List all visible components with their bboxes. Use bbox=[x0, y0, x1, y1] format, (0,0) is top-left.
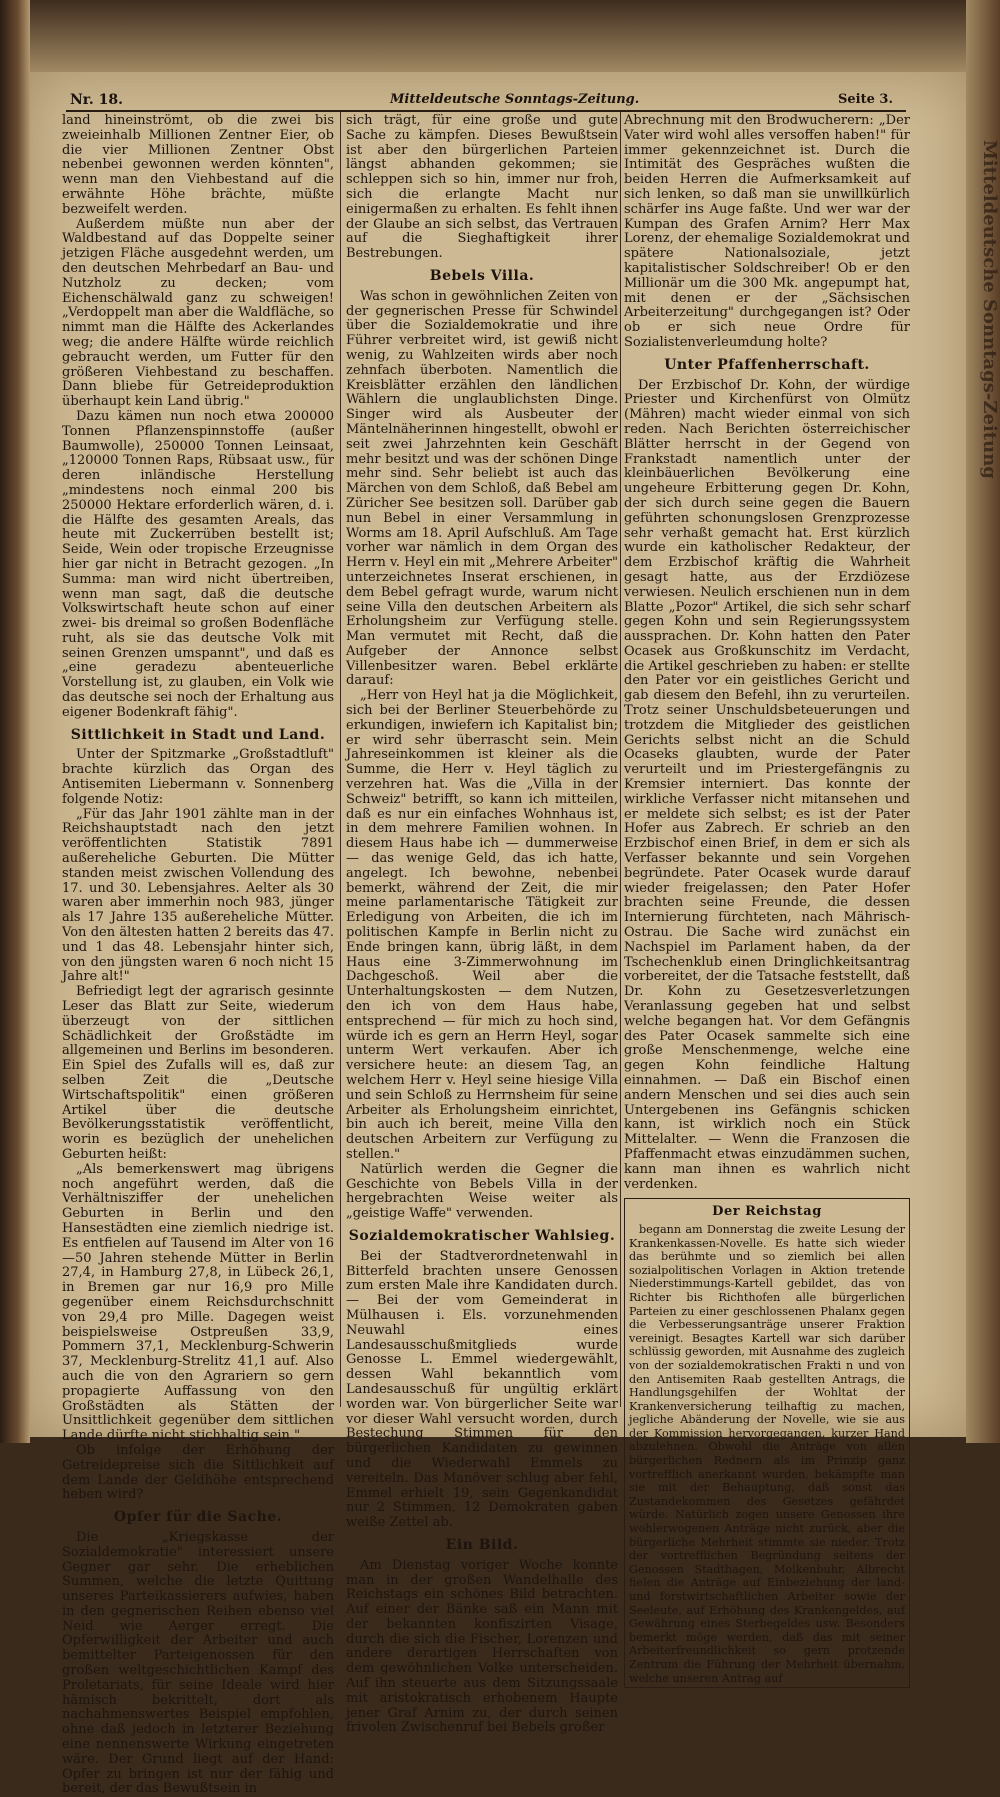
paragraph: Ob infolge der Erhöhung der Getreidepreise sich die Sittlichkeit auf dem Lande der Geldhöhe entsprechend heben wird? bbox=[62, 1442, 334, 1503]
newspaper-title: Mitteldeutsche Sonntags-Zeitung. bbox=[390, 92, 640, 107]
paragraph: sich trägt, für eine große und gute Sache zu kämpfen. Dieses Bewußtsein ist aber den bürgerlichen Parteien längst abhanden gekommen; sie schleppen sich so hin, immer nur froh, sich die erlangte Macht nur einigermaßen zu erhalten. Es fehlt ihnen der Glaube an sich selbst, das Vertrauen auf die Sieghaftigkeit ihrer Bestrebungen. bbox=[346, 113, 618, 262]
paragraph: Außerdem müßte nun aber der Waldbestand auf das Doppelte seiner jetzigen Fläche ausgedehnt werden, um den deutschen Mehrbedarf an Bau- und Nutzholz zu decken; vom Eichenschälwald ganz zu schweigen! „Verdoppelt man aber die Waldfläche, so nimmt man die Hälfte des Ackerlandes weg; die andere Hälfte würde reichlich gebraucht werden, um Futter für den größeren Viehbestand zu beschaffen. Dann bliebe für Getreideproduktion überhaupt kein Land übrig." bbox=[62, 216, 334, 410]
paragraph: Abrechnung mit den Brodwucherern: „Der Vater wird wohl alles versoffen haben!" für immer gekennzeichnet ist. Durch die Intimität des Gespräches wußten die beiden Herren die Aufmerksamkeit auf sich lenken, so daß man sie unwillkürlich schärfer ins Auge faßte. Und wer war der Kumpan des Grafen Arnim? Herr Max Lorenz, der ehemalige Sozialdemokrat und spätere Nationalsoziale, jetzt kapitalistischer Soldschreiber! Ob er den Millionär um die 300 Mk. angepumpt hat, mit denen er der „Sächsischen Arbeiterzeitung" durchgegangen ist? Oder ob er sich neue Ordre für Sozialistenverleumdung holte? bbox=[624, 113, 910, 350]
section-heading: Bebels Villa. bbox=[429, 267, 535, 284]
reichstag-box bbox=[624, 1198, 910, 1688]
book-binding bbox=[0, 0, 30, 1443]
box-paragraph: begann am Donnerstag die zweite Lesung der Krankenkassen-Novelle. Es hatte sich wieder das berühmte und so ziemlich bei allen sozialpolitischen Vorlagen in Aktion tretende Niederstimmungs-Kartell gebildet, das von Richter bis Richthofen alle bürgerlichen Parteien zu einer geschlossenen Phalanx gegen die Verbesserungsanträge unserer Fraktion vereinigt. Besagtes Kartell war sich darüber schlüssig geworden, mit Ausnahme des zugleich von der sozialdemokratischen Frakti n und von den Antisemiten Raab gestellten Antrags, die Handlungsgehilfen der Wohltat der Krankenversicherung teilhaftig zu machen, jegliche Abänderung der Novelle, wie sie aus der Kommission hervorgegangen, kurzer Hand abzulehnen. Obwohl die Anträge von allen bürgerlichen Rednern als im Prinzip ganz vortrefflich anerkannt wurden, bekämpfte man sie mit der Behauptung, daß sonst das Zustandekommen des Gesetzes gefährdet würde. Natürlich zogen unsere Genossen ihre wohlerwogenen Anträge nicht zurück, aber die bürgerliche Mehrheit stimmte sie nieder. Trotz der vortrefflichen Begründung seitens der Genossen Stadthagen, Molkenbuhr, Albrecht fielen die Anträge auf Einbeziehung der land- und forstwirtschaftlichen Arbeiter sowie der Seeleute, auf Erhöhung des Krankengeldes, auf Gewährung eines Sterbegeldes usw. Besonders bemerkt möge werden, daß das mit seiner Arbeiterfreundlichkeit so gern protzende Zentrum die Führung der Mehrheit übernahm, welche unseren Antrag auf bbox=[629, 1222, 905, 1685]
paragraph: Der Erzbischof Dr. Kohn, der würdige Priester und Kirchenfürst von Olmütz (Mähren) macht wieder einmal von sich reden. Nach Berichten österreichischer Blätter herrscht in der Gegend von Frankstadt namentlich unter der kleinbäuerlichen Bevölkerung eine ungeheure Erbitterung gegen Dr. Kohn, der sich durch seine gegen die Bauern geführten schonungslosen Grenzprozesse sehr verhaßt gemacht hat. Erst kürzlich wurde ein katholischer Redakteur, der dem Erzbischof kräftig die Wahrheit gesagt hatte, aus der Erzdiözese verwiesen. Neulich erschienen nun in dem Blatte „Pozor" Artikel, die sich sehr scharf gegen Kohn und sein Regierungssystem aussprachen. Dr. Kohn hatten den Pater Ocasek aus Großkunschitz im Verdacht, die Artikel geschrieben zu haben: er stellte den Pater vor ein geistliches Gericht und gab diesem den Befehl, ihn zu verurteilen. Trotz seiner Unschuldsbeteuerungen und trotzdem die Mitglieder des geistlichen Gerichts selbst nicht an die Schuld Ocaseks glaubten, wurde der Pater verurteilt und im Priestergefängnis zu Kremsier interniert. Das konnte der wirkliche Verfasser nicht mitansehen und er meldete sich selbst; es ist der Pater Hofer aus Zabrech. Er schrieb an den Erzbischof einen Brief, in dem er sich als Verfasser bekannte und sein Vorgehen begründete. Pater Ocasek wurde darauf wieder freigelassen; den Pater Hofer brachten seine Freunde, die dessen Internierung fürchteten, nach Mährisch-Ostrau. Die Sache wird zunächst ein Nachspiel im Parlament haben, da der Tschechenklub einen Dringlichkeitsantrag vorbereitet, der die Tatsache feststellt, daß Dr. Kohn zu Gesetzesverletzungen Veranlassung gegeben hat und selbst welche begangen hat. Vor dem Gefängnis des Pater Ocasek sammelte sich eine große Menschenmenge, welche eine gegen Kohn feindliche Haltung einnahmen. — Daß ein Bischof einen andern Menschen und sei dies auch sein Untergebenen ins Gefängnis schicken kann, ist wirklich noch ein Stück Mittelalter. — Wenn die Franzosen die Pfaffenmacht etwas einzudämmen suchen, kann man ihnen es wahrlich nicht verdenken. bbox=[624, 377, 910, 1192]
paragraph: Am Dienstag voriger Woche konnte man in der großen Wandelhalle des Reichstags ein schönes Bild betrachten. Auf einer der Bänke saß ein Mann mit der bekannten konfiszirten Visage, durch die sich die Fischer, Lorenzen und andere derartigen Herrschaften von dem gewöhnlichen Volke unterscheiden. Auf ihn steuerte aus dem Sitzungssaale mit aristokratisch erhobenem Haupte jener Graf Arnim zu, der durch seinen frivolen Zwischenruf bei Bebels großer bbox=[346, 1557, 618, 1736]
paragraph: Bei der Stadtverordnetenwahl in Bitterfeld brachten unsere Genossen zum ersten Male ihre Kandidaten durch. — Bei der vom Gemeinderat in Mülhausen i. Els. vorzunehmenden Neuwahl eines Landesausschußmitglieds wurde Genosse L. Emmel wiedergewählt, dessen Wahl bekanntlich vom Landesausschuß für ungültig erklärt worden war. Von bürgerlicher Seite war vor dieser Wahl versucht worden, durch Bestechung Stimmen für den bürgerlichen Kandidaten zu gewinnen und die Wiederwahl Emmels zu vereiteln. Das Manöver schlug aber fehl, Emmel erhielt 19, sein Gegenkandidat nur 2 Stimmen, 12 Demokraten gaben weiße Zettel ab. bbox=[346, 1248, 618, 1531]
section-heading: Ein Bild. bbox=[445, 1536, 519, 1553]
paragraph: Dazu kämen nun noch etwa 200000 Tonnen Pflanzenspinnstoffe (außer Baumwolle), 250000 Tonnen Leinsaat, „120000 Tonnen Raps, Rübsaat usw., für deren inländische Herstellung „mindestens noch einmal 200 bis 250000 Hektare erforderlich wären, d. i. die Hälfte des gesamten Areals, das heute mit Zuckerrüben bestellt ist; Seide, Wein oder tropische Erzeugnisse hier gar nicht in Betracht gezogen. „In Summa: man wird nicht übertreiben, wenn man sagt, daß die deutsche Volkswirtschaft heute schon auf einer zwei- bis dreimal so großen Bodenfläche ruht, als sie das deutsche Volk mit seinen Grenzen umspannt", und daß es „eine geradezu abenteuerliche Vorstellung ist, zu glauben, ein Volk wie das deutsche sei noch der Erhaltung aus eigener Bodenkraft fähig". bbox=[62, 408, 334, 720]
paragraph: Befriedigt legt der agrarisch gesinnte Leser das Blatt zur Seite, wiederum überzeugt von der sittlichen Schädlichkeit der Großstädte im allgemeinen und Berlins im besonderen. Ein Spiel des Zufalls will es, daß zur selben Zeit die „Deutsche Wirtschaftspolitik" einen größeren Artikel über die deutsche Bevölkerungsstatistik veröffentlicht, worin es bezüglich der unehelichen Geburten heißt: bbox=[62, 984, 334, 1162]
section-heading: Sittlichkeit in Stadt und Land. bbox=[70, 726, 326, 743]
section-heading: Opfer für die Sache. bbox=[113, 1509, 283, 1526]
box-heading: Der Reichstag bbox=[712, 1204, 822, 1220]
issue-number: Nr. 18. bbox=[70, 92, 123, 108]
spine-label: Mitteldeutsche Sonntags-Zeitung bbox=[979, 140, 1000, 479]
paragraph: Die „Kriegskasse der Sozialdemokratie" interessiert unsere Gegner gar sehr. Die erheblichen Summen, welche die letzte Quittung unseres Parteikassierers aufwies, haben in den gegnerischen Reihen ebenso viel Neid wie Aerger erregt. Die Opferwilligkeit der Arbeiter und auch bemittelter Parteigenossen für den großen weltgeschichtlichen Kampf des Proletariats, für seine Ideale wird hier hämisch bekrittelt, dort als nachahmenswertes Beispiel empfohlen, ohne daß jedoch in letzterer Beziehung eine nennenswerte Wirkung eingetreten wäre. Der Grund liegt auf der Hand: Opfer zu bringen ist nur der fähig und bereit, der das Bewußtsein in bbox=[62, 1529, 334, 1797]
top-page-edge bbox=[30, 0, 966, 72]
paragraph: Was schon in gewöhnlichen Zeiten von der gegnerischen Presse für Schwindel über die Sozialdemokratie und ihre Führer verbreitet wird, ist gewiß nicht wenig, zu Wahlzeiten wirds aber noch zehnfach überboten. Namentlich die Kreisblätter erzählen den ländlichen Wählern die unglaublichsten Dinge. Singer wird als Ausbeuter der Mäntelnäherinnen hingestellt, obwohl er seit zwei Jahrzehnten kein Geschäft mehr besitzt und was der schönen Dinge mehr sind. Sehr beliebt ist auch das Märchen von dem Schloß, daß Bebel am Züricher See besitzen soll. Darüber gab nun Bebel in einer Versammlung in Worms am 18. April Aufschluß. Am Tage vorher war nämlich in dem Organ des Herrn v. Heyl ein mit „Mehrere Arbeiter" unterzeichnetes Inserat erschienen, in dem Bebel gefragt wurde, warum nicht seine Villa den deutschen Arbeitern als Erholungsheim zur Verfügung stelle. Man vermutet mit Recht, daß die Aufgeber der Annonce selbst Villenbesitzer waren. Bebel erklärte darauf: bbox=[346, 288, 618, 689]
header-rule bbox=[66, 110, 906, 112]
section-heading: Unter Pfaffenherrschaft. bbox=[664, 356, 870, 373]
paragraph: „Für das Jahr 1901 zählte man in der Reichshauptstadt nach den jetzt veröffentlichten Statistik 7891 außereheliche Geburten. Die Mütter standen meist zwischen Vollendung des 17. und 30. Lebensjahres. Aelter als 30 waren aber immerhin noch 983, jünger als 17 Jahre 135 außereheliche Mütter. Von den ältesten hatten 2 bereits das 47. und 1 das 48. Lebensjahr hinter sich, von den jüngsten waren 6 noch nicht 15 Jahre alt!" bbox=[62, 806, 334, 985]
section-heading: Sozialdemokratischer Wahlsieg. bbox=[348, 1227, 616, 1244]
paragraph: „Als bemerkenswert mag übrigens noch angeführt werden, daß die Verhältnisziffer der unehelichen Geburten in Berlin und den Hansestädten eine ziemlich niedrige ist. Es entfielen auf Tausend im Alter von 16—50 Jahren stehende Mütter in Berlin 27,4, in Hamburg 27,8, in Lübeck 26,1, in Bremen gar nur 16,9 pro Mille gegenüber einem Reichsdurchschnitt von 29,4 pro Mille. Dagegen weist beispielsweise Ostpreußen 33,9, Pommern 37,1, Mecklenburg-Schwerin 37, Mecklenburg-Strelitz 41,1 auf. Also auch die von den Agrariern so gern propagierte Auffassung von den Großstädten als Stätten der Unsittlichkeit gegenüber dem sittlichen Lande dürfte nicht stichhaltig sein." bbox=[62, 1161, 334, 1444]
column-2 bbox=[346, 113, 618, 1736]
column-divider bbox=[340, 112, 341, 1407]
column-1 bbox=[62, 113, 334, 1797]
paragraph: „Herr von Heyl hat ja die Möglichkeit, sich bei der Berliner Steuerbehörde zu erkundigen, inwiefern ich Kapitalist bin; er wird sehr überrascht sein. Mein Jahreseinkommen ist kleiner als die Summe, die Herr v. Heyl täglich zu verzehren hat. Was die „Villa in der Schweiz" betrifft, so kann ich mitteilen, daß es nur ein einfaches Wohnhaus ist, in dem mehrere Familien wohnen. In diesem Haus habe ich — dummerweise — das wenige Geld, das ich hatte, angelegt. Ich bewohne, nebenbei bemerkt, während der Zeit, die mir meine parlamentarische Tätigkeit zur Erledigung von Arbeiten, die ich im politischen Kampfe in Berlin nicht zu Ende bringen kann, übrig läßt, in dem Haus eine 3-Zimmerwohnung im Dachgeschoß. Weil aber die Unterhaltungskosten — dem Nutzen, den ich von dem Haus habe, entsprechend — für mich zu hoch sind, würde ich es gern an Herrn Heyl, sogar unterm Wert verkaufen. Aber ich versichere heute: an diesem Tag, an welchem Herr v. Heyl seine hiesige Villa und sein Schloß zu Herrnsheim für seine Arbeiter als Erholungsheim einrichtet, bin auch ich bereit, meine Villa den deutschen Arbeitern zur Verfügung zu stellen." bbox=[346, 688, 618, 1162]
column-3 bbox=[624, 113, 910, 1685]
page-number: Seite 3. bbox=[838, 92, 893, 107]
column-divider bbox=[620, 112, 621, 1407]
paragraph: land hineinströmt, ob die zwei bis zweieinhalb Millionen Zentner Eier, ob die vier Millionen Zentner Obst nebenbei gewonnen werden könnten", wenn man den Viehbestand auf die erwähnte Höhe brächte, müßte bezweifelt werden. bbox=[62, 113, 334, 217]
paragraph: Natürlich werden die Gegner die Geschichte von Bebels Villa in der hergebrachten Weise weiter als „geistige Waffe" verwenden. bbox=[346, 1161, 618, 1222]
paragraph: Unter der Spitzmarke „Großstadtluft" brachte kürzlich das Organ des Antisemiten Liebermann v. Sonnenberg folgende Notiz: bbox=[62, 747, 334, 807]
